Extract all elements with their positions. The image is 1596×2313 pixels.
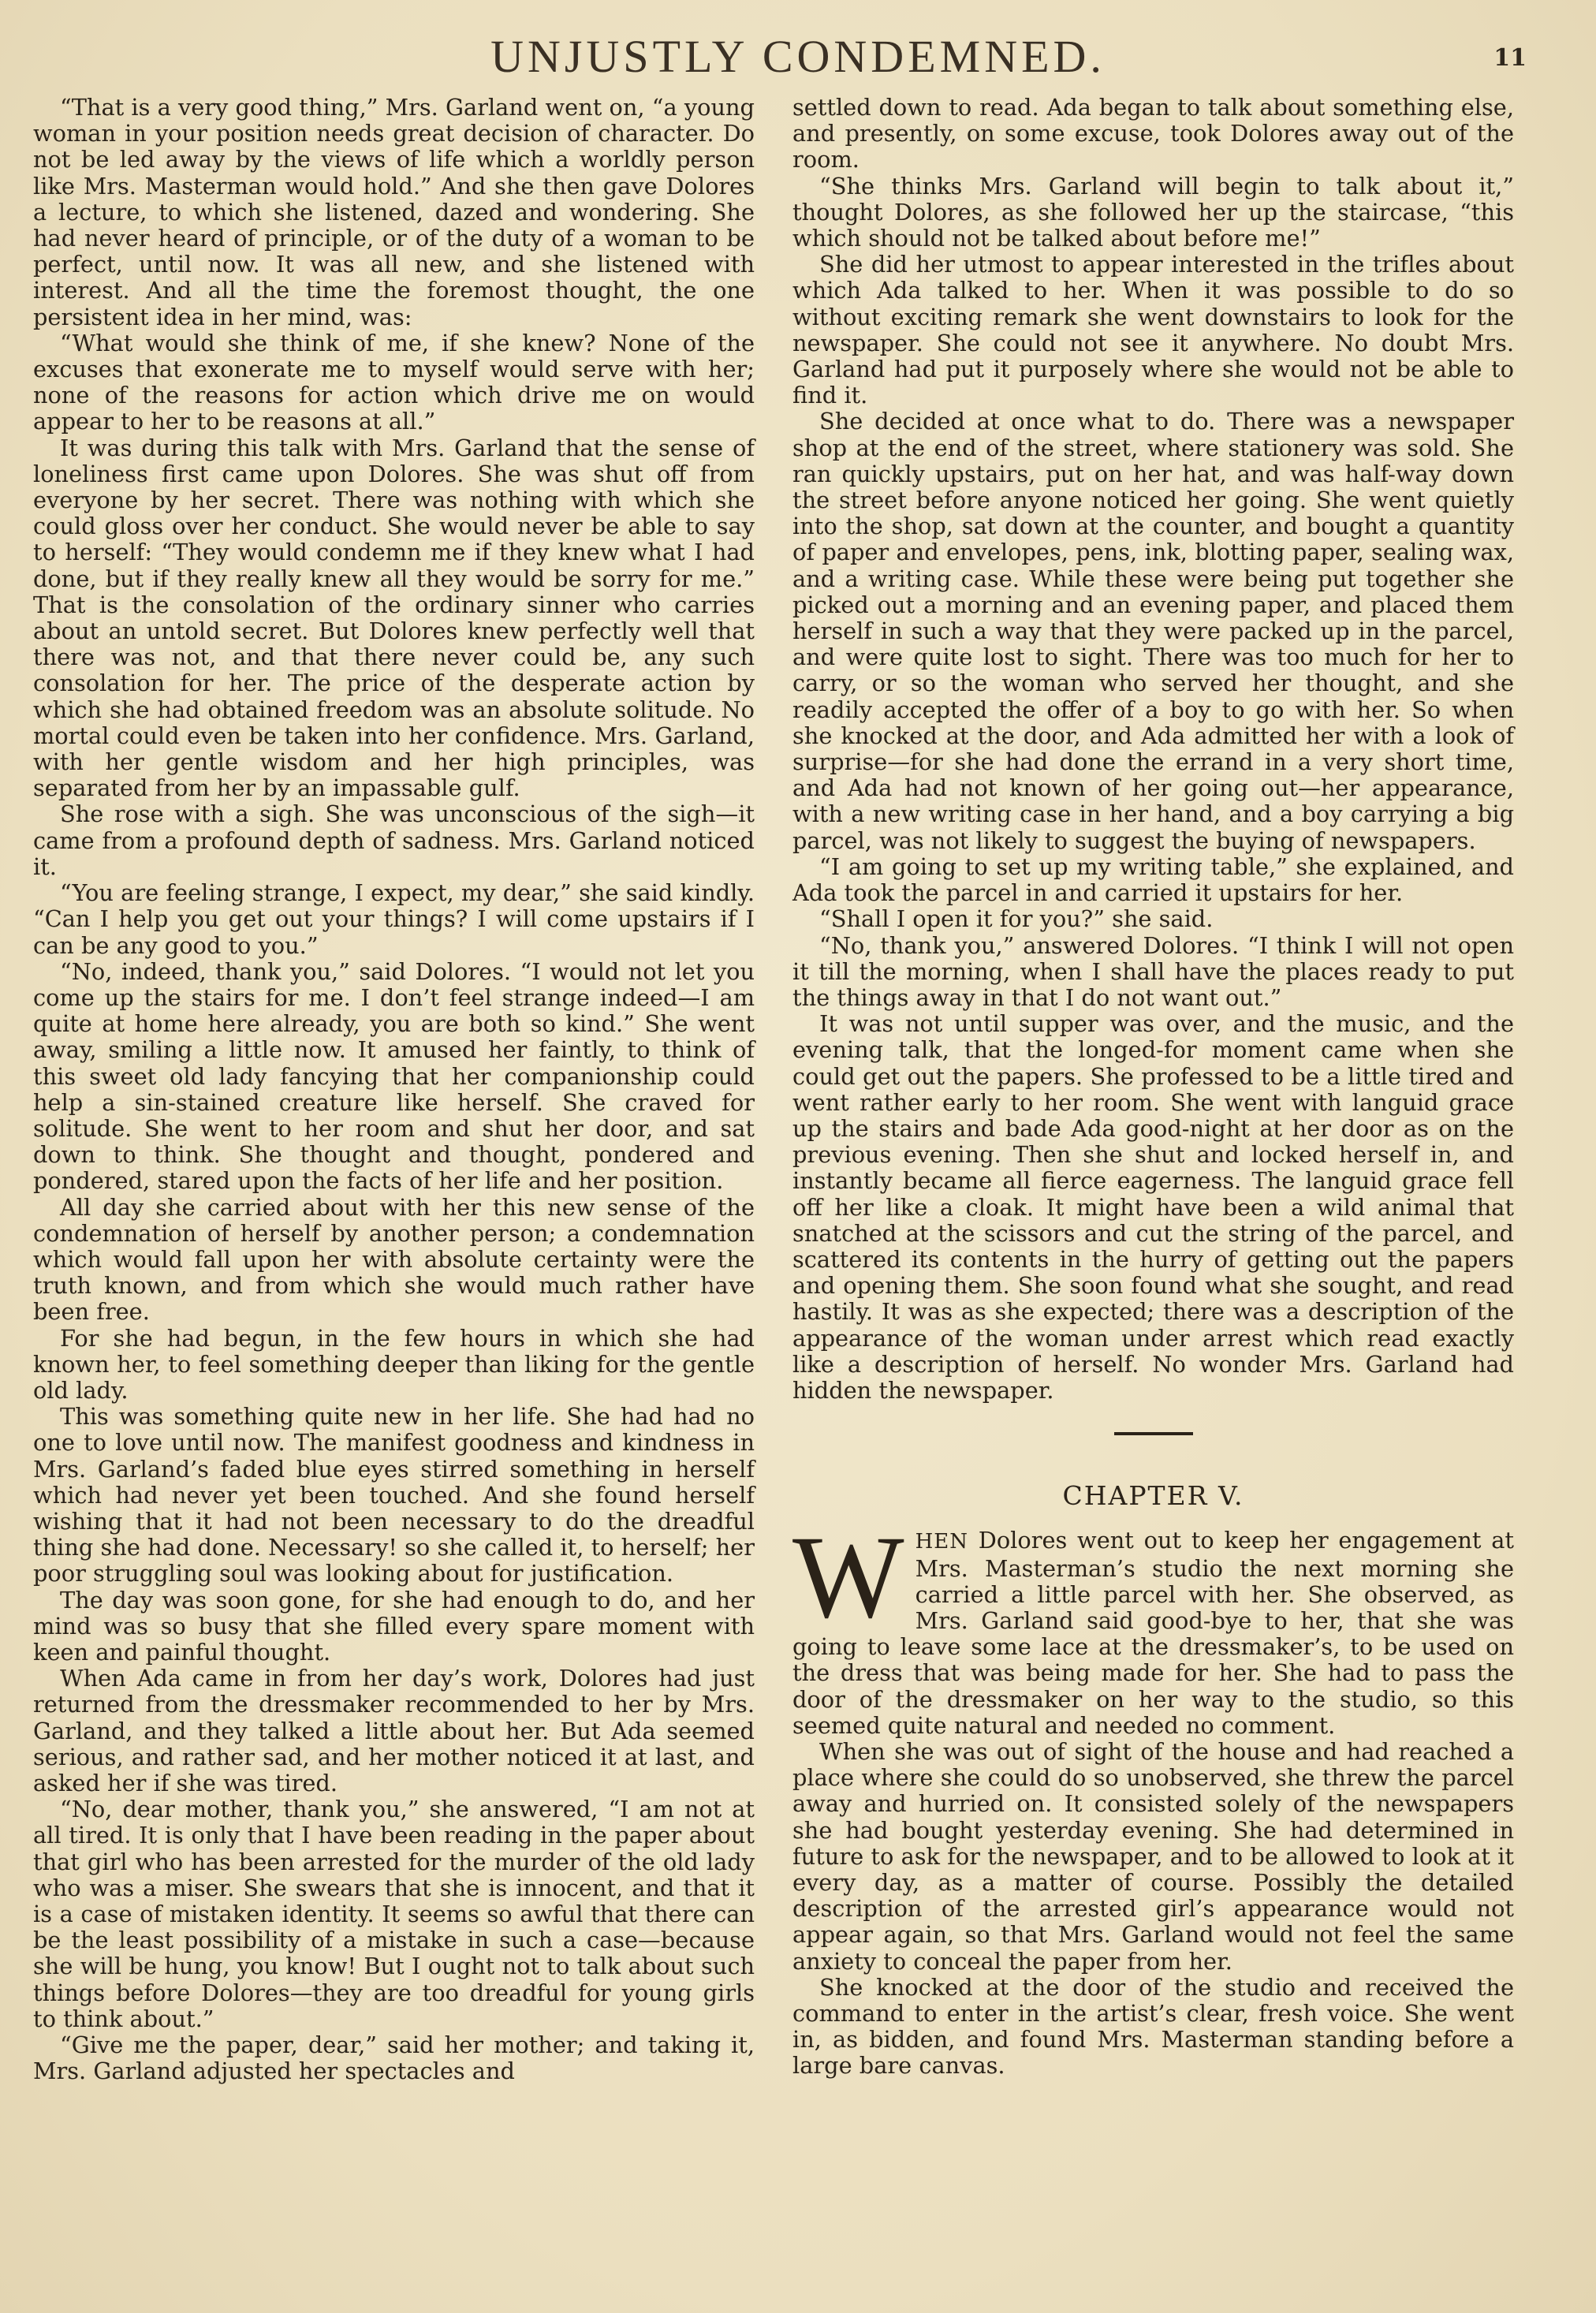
paragraph: “Shall I open it for you?” she said.: [819, 905, 1214, 933]
paragraph: It was during this talk with Mrs. Garland that the sense of loneliness first came upon Dolores. She was shut off from everyone by her secret. There was nothing with which she could gloss over her conduct. She would never be able to say to herself: “They would condemn me if they knew what I had done, but if they really knew all they would be sorry for me.” That is the consolation of the ordinary sinner who carries about an untold secret. But Dolores knew perfectly well that there was not, and that there never could be, any such consolation for her. The price of the desperate action by which she had obtained freedom was an absolute solitude. No mortal could even be taken into her confidence. Mrs. Garland, with her gentle wisdom and her high principles, was separated from her by an impassable gulf.: [33, 434, 755, 802]
running-title: UNJUSTLY CONDEMNED.: [490, 31, 1106, 82]
section-divider: [1114, 1432, 1193, 1435]
chapter-opening-paragraph: [792, 1512, 1514, 1739]
left-column: [33, 95, 755, 2084]
paragraph: It was not until supper was over, and the music, and the evening talk, that the longed-for moment came when she could get out the papers. She professed to be a little tired and went rather early to her room. She went with languid grace up the stairs and bade Ada good-night at her door as on the previous evening. Then she shut and locked herself in, and instantly became all fierce eagerness. The languid grace fell off her like a cloak. It might have been a wild animal that snatched at the scissors and cut the string of the parcel, and scattered its contents in the hurry of getting out the papers and opening them. She soon found what she sought, and read hastily. It was as she expected; there was a description of the appearance of the woman under arrest which read exactly like a description of herself. No wonder Mrs. Garland had hidden the newspaper.: [792, 1010, 1514, 1404]
page-header: [0, 30, 1596, 85]
paragraph: She rose with a sigh. She was unconscious of the sigh—it came from a profound depth of sadness. Mrs. Garland noticed it.: [33, 800, 755, 880]
paragraph: She did her utmost to appear interested in the trifles about which Ada talked to her. When it was possible to do so without exciting remark she went downstairs to look for the newspaper. She could not see it anywhere. No doubt Mrs. Garland had put it purposely where she would not be able to find it.: [792, 251, 1514, 409]
paragraph: “You are feeling strange, I expect, my dear,” she said kindly. “Can I help you get out your things? I will come upstairs if I can be any good to you.”: [33, 879, 755, 959]
paragraph: The day was soon gone, for she had enough to do, and her mind was so busy that she filled every spare moment with keen and painful thought.: [33, 1586, 755, 1666]
paragraph: This was something quite new in her life. She had had no one to love until now. The manifest goodness and kindness in Mrs. Garland’s faded blue eyes stirred something in herself which had never yet been touched. And she found herself wishing that it had not been necessary to do the dreadful thing she had done. Necessary! so she called it, to herself; her poor struggling soul was looking about for justification.: [33, 1403, 755, 1587]
paragraph: When Ada came in from her day’s work, Dolores had just returned from the dressmaker recommended to her by Mrs. Garland, and they talked a little about her. But Ada seemed serious, and rather sad, and her mother noticed it at last, and asked her if she was tired.: [33, 1665, 755, 1796]
paragraph: “That is a very good thing,” Mrs. Garland went on, “a young woman in your position needs great decision of character. Do not be led away by the views of life which a worldly person like Mrs. Masterman would hold.” And she then gave Dolores a lecture, to which she listened, dazed and wondering. She had never heard of principle, or of the duty of a woman to be perfect, until now. It was all new, and she listened with interest. And all the time the foremost thought, the one persistent idea in her mind, was:: [33, 94, 755, 330]
page-number: 11: [1493, 44, 1527, 72]
paragraph: All day she carried about with her this new sense of the condemnation of herself by another person; a condemnation which would fall upon her with absolute certainty were the truth known, and from which she would much rather have been free.: [33, 1193, 755, 1326]
chapter-heading: CHAPTER V.: [1062, 1480, 1244, 1512]
drop-cap: W: [792, 1512, 904, 1643]
paragraph: When she was out of sight of the house and had reached a place where she could do so unobserved, she threw the parcel away and hurried on. It consisted solely of the newspapers she had bought yesterday evening. She had determined in future to ask for the newspaper, and to be allowed to look at it every day, as a matter of course. Possibly the detailed description of the arrested girl’s appearance would not appear again, so that Mrs. Garland would not feel the same anxiety to conceal the paper from her.: [792, 1737, 1514, 1975]
opening-caps: HEN: [915, 1530, 968, 1554]
paragraph: “No, indeed, thank you,” said Dolores. “I would not let you come up the stairs for me. I don’t feel strange indeed—I am quite at home here already, you are both so kind.” She went away, smiling a little now. It amused her faintly, to think of this sweet old lady fancying that her companionship could help a sin-stained creature like herself. She craved for solitude. She went to her room and shut her door, and sat down to think. She thought and thought, pondered and pondered, stared upon the facts of her life and her position.: [33, 957, 755, 1195]
paragraph: “I am going to set up my writing table,” she explained, and Ada took the parcel in and carried it upstairs for her.: [792, 852, 1514, 907]
paragraph: She knocked at the door of the studio and received the command to enter in the artist’s clear, fresh voice. She went in, as bidden, and found Mrs. Masterman standing before a large bare canvas.: [792, 1973, 1514, 2080]
opening-text: Dolores went out to keep her engagement at Mrs. Masterman’s studio the next morning she carried a little parcel with her. She observed, as Mrs. Garland said good-bye to her, that she was going to leave some lace at the dressmaker’s, to be used on the dress that was being made for her. She had to pass the door of the dressmaker on her way to the studio, so this seemed quite natural and needed no comment.: [792, 1527, 1514, 1739]
paragraph: settled down to read. Ada began to talk about something else, and presently, on some excuse, took Dolores away out of the room.: [792, 94, 1514, 173]
paragraph: She decided at once what to do. There was a newspaper shop at the end of the street, where stationery was sold. She ran quickly upstairs, put on her hat, and was half-way down the street before anyone noticed her going. She went quietly into the shop, sat down at the counter, and bought a quantity of paper and envelopes, pens, ink, blotting paper, sealing wax, and a writing case. While these were being put together she picked out a morning and an evening paper, and placed them herself in such a way that they were packed up in the parcel, and were quite lost to sight. There was too much for her to carry, or so the woman who served her thought, and she readily accepted the offer of a boy to go with her. So when she knocked at the door, and Ada admitted her with a look of surprise—for she had done the errand in a very short time, and Ada had not known of her going out—her appearance, with a new writing case in her hand, and a boy carrying a big parcel, was not likely to suggest the buying of newspapers.: [792, 408, 1514, 854]
paragraph: For she had begun, in the few hours in which she had known her, to feel something deeper than liking for the gentle old lady.: [33, 1324, 755, 1404]
paragraph: “No, dear mother, thank you,” she answered, “I am not at all tired. It is only that I have been reading in the paper about that girl who has been arrested for the murder of the old lady who was a miser. She swears that she is innocent, and that it is a case of mistaken identity. It seems so awful that there can be the least possibility of a mistake in such a case—because she will be hung, you know! But I ought not to talk about such things before Dolores—they are too dreadful for young girls to think about.”: [33, 1796, 755, 2032]
paragraph: “What would she think of me, if she knew? None of the excuses that exonerate me to myself would serve with her; none of the reasons for action which drive me on would appear to her to be reasons at all.”: [33, 329, 755, 435]
paragraph: “She thinks Mrs. Garland will begin to talk about it,” thought Dolores, as she followed her up the staircase, “this which should not be talked about before me!”: [792, 172, 1514, 252]
right-column: [792, 95, 1514, 2080]
paragraph: “Give me the paper, dear,” said her mother; and taking it, Mrs. Garland adjusted her spectacles and: [33, 2031, 755, 2085]
paragraph: “No, thank you,” answered Dolores. “I think I will not open it till the morning, when I shall have the places ready to put the things away in that I do not want out.”: [792, 931, 1514, 1011]
